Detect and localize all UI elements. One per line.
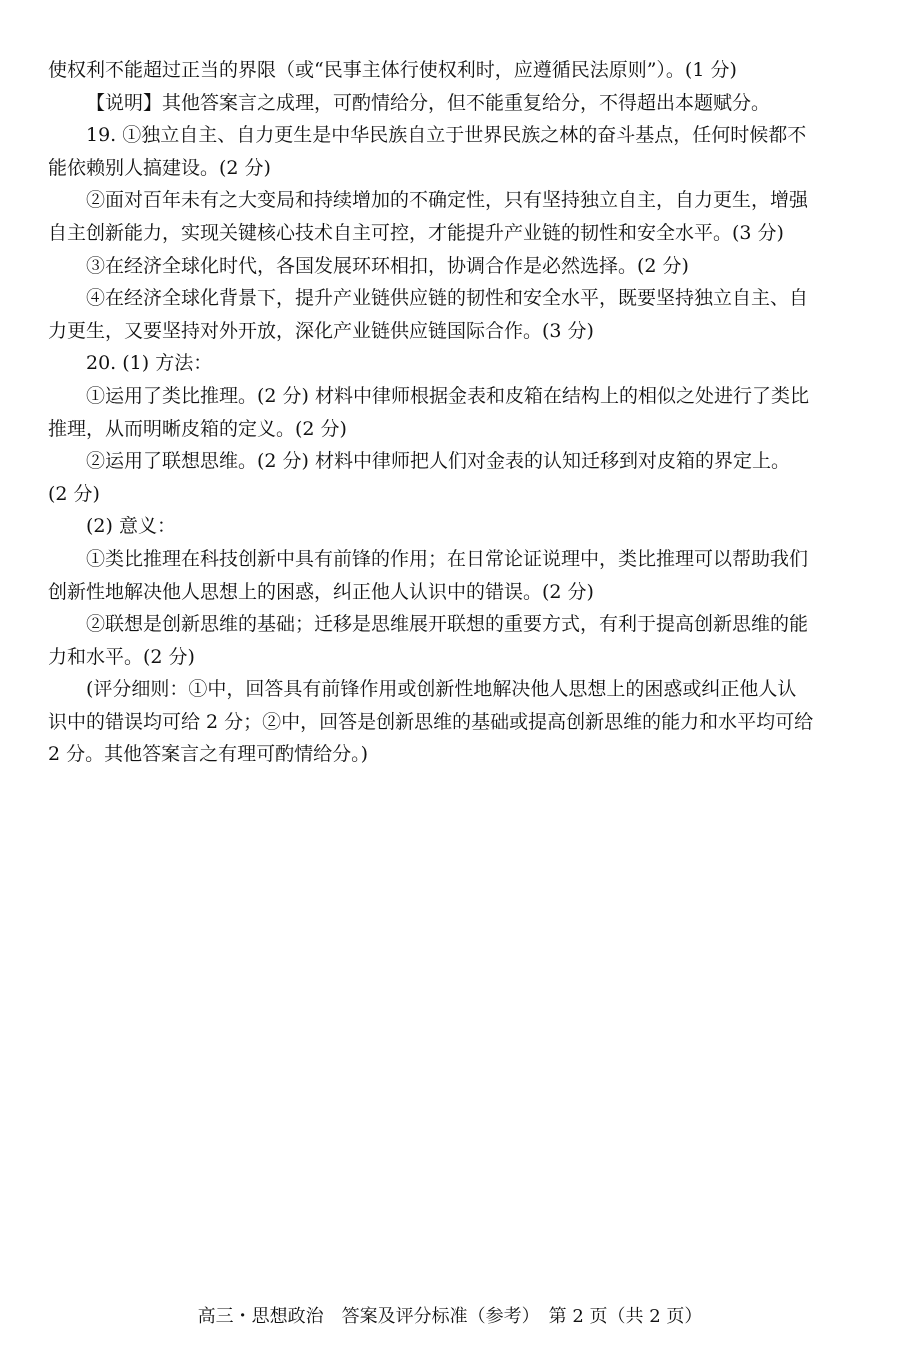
q20-line-5: ①类比推理在科技创新中具有前锋的作用；在日常论证说理中，类比推理可以帮助我们 bbox=[86, 547, 809, 570]
q20-line-7: ②联想是创新思维的基础；迁移是思维展开联想的重要方式，有利于提高创新思维的能 bbox=[86, 613, 809, 636]
q20-line-4: (2 分) bbox=[48, 482, 100, 505]
scoring-line-1: (评分细则：①中，回答具有前锋作用或创新性地解决他人思想上的困惑或纠正他人认 bbox=[86, 678, 797, 701]
q19-line-1: 19. ①独立自主、自力更生是中华民族自立于世界民族之林的奋斗基点，任何时候都不 bbox=[86, 124, 807, 147]
page-footer: 高三・思想政治 答案及评分标准（参考） 第 2 页（共 2 页） bbox=[197, 1306, 703, 1327]
q19-line-5: ③在经济全球化时代，各国发展环环相扣，协调合作是必然选择。(2 分) bbox=[86, 254, 689, 277]
q20-line-8: 力和水平。(2 分) bbox=[48, 645, 195, 668]
q20-line-2: 推理，从而明晰皮箱的定义。(2 分) bbox=[48, 417, 347, 440]
scoring-line-2: 识中的错误均可给 2 分；②中，回答是创新思维的基础或提高创新思维的能力和水平均可给 bbox=[48, 710, 814, 733]
q19-line-2: 能依赖别人搞建设。(2 分) bbox=[48, 156, 271, 179]
q19-line-3: ②面对百年未有之大变局和持续增加的不确定性，只有坚持独立自主，自力更生，增强 bbox=[86, 189, 809, 212]
q20-line-3: ②运用了联想思维。(2 分) 材料中律师把人们对金表的认知迁移到对皮箱的界定上。 bbox=[86, 450, 790, 473]
text-line-1: 使权利不能超过正当的界限（或“民事主体行使权利时，应遵循民法原则”）。(1 分) bbox=[48, 59, 737, 81]
q20-line-1: ①运用了类比推理。(2 分) 材料中律师根据金表和皮箱在结构上的相似之处进行了类比 bbox=[86, 384, 809, 407]
q20-line-6: 创新性地解决他人思想上的困惑，纠正他人认识中的错误。(2 分) bbox=[48, 580, 594, 603]
q19-line-6: ④在经济全球化背景下，提升产业链供应链的韧性和安全水平，既要坚持独立自主、自 bbox=[86, 287, 809, 310]
scoring-line-3: 2 分。其他答案言之有理可酌情给分。) bbox=[48, 743, 369, 766]
q19-line-4: 自主创新能力，实现关键核心技术自主可控，才能提升产业链的韧性和安全水平。(3 分) bbox=[48, 221, 784, 244]
answer-content bbox=[48, 54, 848, 771]
q20-part2-heading: (2) 意义： bbox=[86, 515, 176, 538]
q19-line-7: 力更生，又要坚持对外开放，深化产业链供应链国际合作。(3 分) bbox=[48, 319, 594, 342]
q20-heading: 20. (1) 方法： bbox=[86, 352, 213, 375]
note-line: 【说明】其他答案言之成理，可酌情给分，但不能重复给分，不得超出本题赋分。 bbox=[86, 91, 771, 114]
